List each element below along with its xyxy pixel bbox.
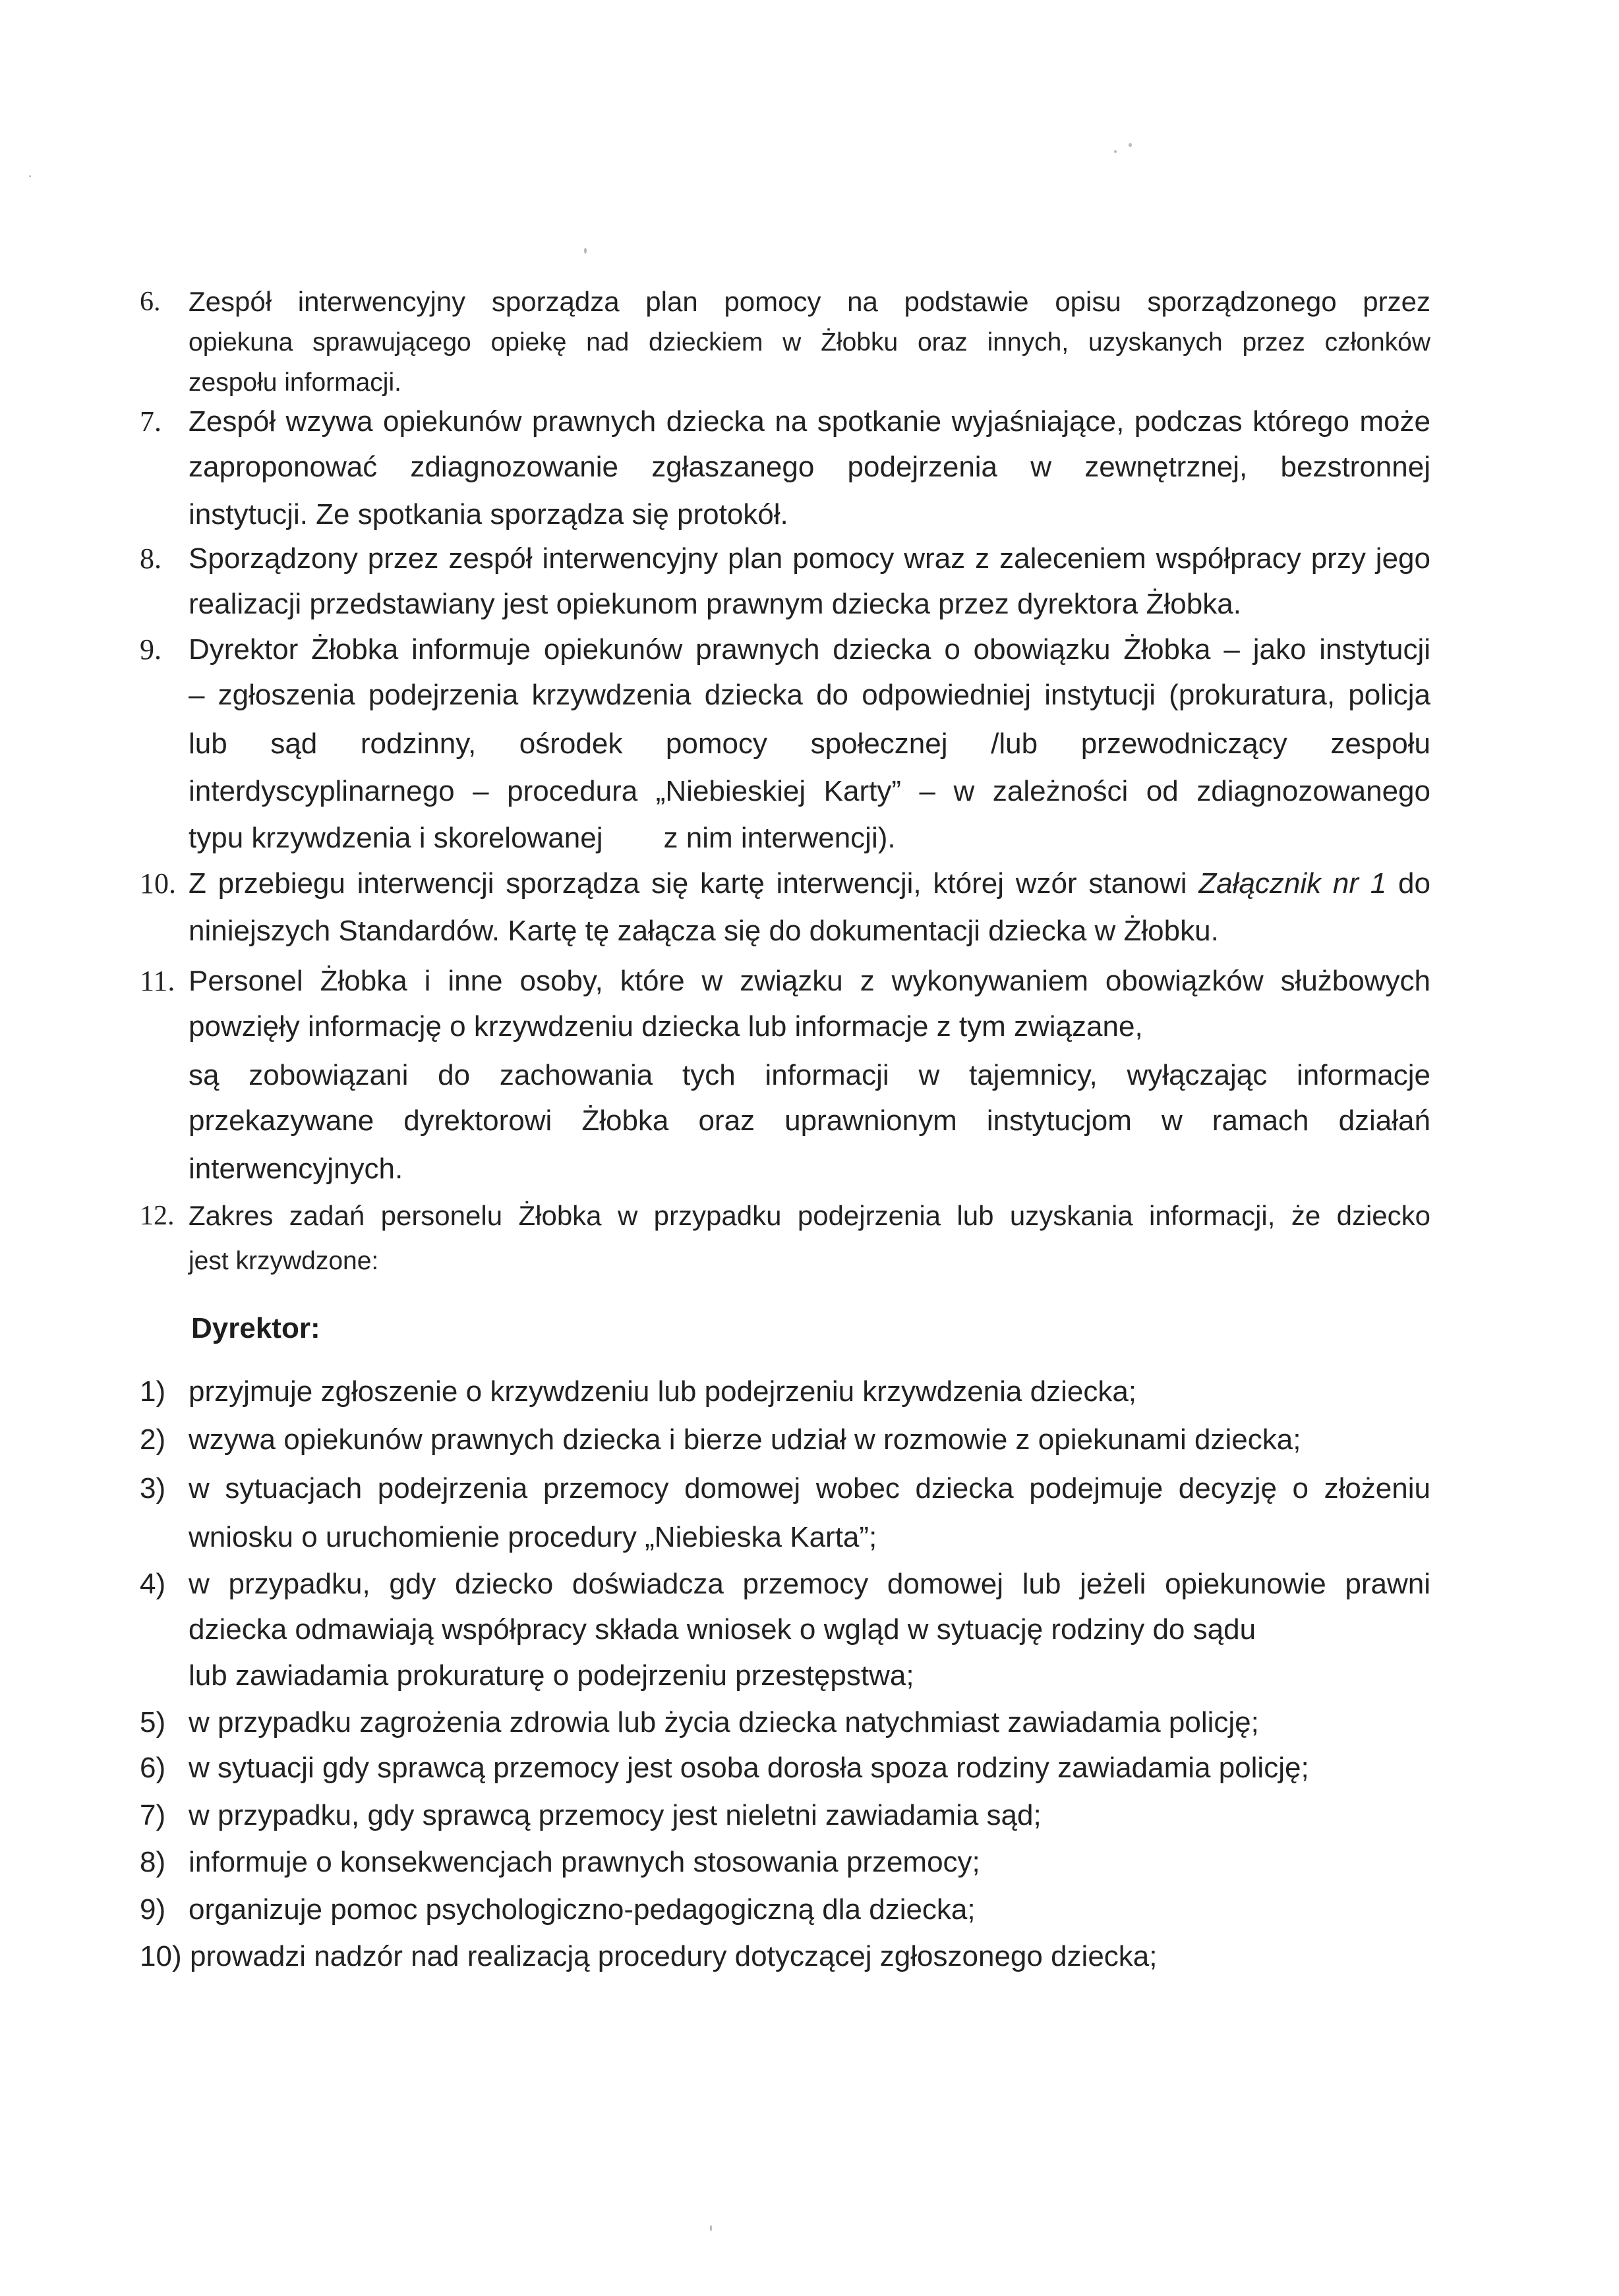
task-number: 7) bbox=[140, 1799, 166, 1831]
item-line bbox=[189, 861, 1430, 907]
task-number: 3) bbox=[140, 1472, 166, 1505]
item-line: Dyrektor Żłobka informuje opiekunów prawnych dziecka o obowiązku Żłobka – jako instytucji bbox=[189, 633, 1430, 666]
task-number: 5) bbox=[140, 1706, 166, 1738]
item-line: opiekuna sprawującego opiekę nad dzieckiem w Żłobku oraz innych, uzyskanych przez członków bbox=[189, 328, 1430, 357]
task-number: 8) bbox=[140, 1846, 166, 1878]
task-line: przyjmuje zgłoszenie o krzywdzeniu lub podejrzeniu krzywdzenia dziecka; bbox=[189, 1375, 1137, 1408]
item-number: 7. bbox=[140, 405, 162, 438]
item-line: realizacji przedstawiany jest opiekunom prawnym dziecka przez dyrektora Żłobka. bbox=[189, 588, 1241, 620]
task-line: w sytuacji gdy sprawcą przemocy jest osoba dorosła spoza rodziny zawiadamia policję; bbox=[189, 1752, 1309, 1784]
scan-speck bbox=[584, 248, 587, 254]
line-text: do bbox=[1398, 867, 1430, 900]
line-text: Z przebiegu interwencji sporządza się kartę interwencji, której wzór stanowi bbox=[189, 867, 1187, 900]
item-line: są zobowiązani do zachowania tych informacji w tajemnicy, wyłączając informacje bbox=[189, 1059, 1430, 1091]
item-line: interwencyjnych. bbox=[189, 1153, 403, 1185]
item-line: Personel Żłobka i inne osoby, które w związku z wykonywaniem obowiązków służbowych bbox=[189, 965, 1430, 997]
item-number: 8. bbox=[140, 542, 162, 575]
task-number: 4) bbox=[140, 1568, 166, 1600]
item-line: Zespół interwencyjny sporządza plan pomocy na podstawie opisu sporządzonego przez bbox=[189, 286, 1430, 317]
item-line: Zakres zadań personelu Żłobka w przypadku podejrzenia lub uzyskania informacji, że dziecko bbox=[189, 1200, 1430, 1231]
task-line: w przypadku, gdy dziecko doświadcza przemocy domowej lub jeżeli opiekunowie prawni bbox=[189, 1568, 1430, 1600]
task-line: w przypadku zagrożenia zdrowia lub życia dziecka natychmiast zawiadamia policję; bbox=[189, 1706, 1259, 1738]
task-line: informuje o konsekwencjach prawnych stosowania przemocy; bbox=[189, 1846, 980, 1878]
item-line: Sporządzony przez zespół interwencyjny plan pomocy wraz z zaleceniem współpracy przy jego bbox=[189, 542, 1430, 575]
task-number: 6) bbox=[140, 1752, 166, 1784]
item-line: Zespół wzywa opiekunów prawnych dziecka na spotkanie wyjaśniające, podczas którego może bbox=[189, 405, 1430, 438]
scan-speck bbox=[710, 2225, 712, 2231]
item-line: niniejszych Standardów. Kartę tę załącza się do dokumentacji dziecka w Żłobku. bbox=[189, 915, 1219, 947]
item-line: przekazywane dyrektorowi Żłobka oraz uprawnionym instytucjom w ramach działań bbox=[189, 1105, 1430, 1137]
item-line: powzięły informację o krzywdzeniu dziecka lub informacje z tym związane, bbox=[189, 1010, 1143, 1043]
item-line: lub sąd rodzinny, ośrodek pomocy społecznej /lub przewodniczący zespołu bbox=[189, 728, 1430, 760]
task-number: 2) bbox=[140, 1423, 166, 1456]
item-line: jest krzywdzone: bbox=[189, 1247, 379, 1275]
section-heading: Dyrektor: bbox=[191, 1312, 320, 1344]
item-number: 10. bbox=[140, 867, 176, 900]
task-line: dziecka odmawiają współpracy składa wniosek o wgląd w sytuację rodziny do sądu bbox=[189, 1613, 1256, 1646]
item-number: 6. bbox=[140, 287, 161, 317]
item-line bbox=[189, 815, 1430, 861]
item-line: zaproponować zdiagnozowanie zgłaszanego podejrzenia w zewnętrznej, bezstronnej bbox=[189, 451, 1430, 483]
task-line: prowadzi nadzór nad realizacją procedury dotyczącej zgłoszonego dziecka; bbox=[190, 1940, 1158, 1972]
item-number: 9. bbox=[140, 633, 162, 666]
scan-speck bbox=[29, 175, 31, 177]
scan-speck bbox=[1129, 143, 1132, 147]
task-line: w przypadku, gdy sprawcą przemocy jest nieletni zawiadamia sąd; bbox=[189, 1799, 1042, 1831]
item-number: 12. bbox=[140, 1201, 175, 1231]
task-line: organizuje pomoc psychologiczno-pedagogiczną dla dziecka; bbox=[189, 1893, 976, 1926]
item-number: 11. bbox=[140, 965, 175, 997]
task-number: 10) bbox=[140, 1940, 182, 1972]
task-number: 9) bbox=[140, 1893, 166, 1926]
scan-speck bbox=[1114, 150, 1117, 153]
task-line: wniosku o uruchomienie procedury „Niebieska Karta”; bbox=[189, 1521, 877, 1553]
task-line: lub zawiadamia prokuraturę o podejrzeniu przestępstwa; bbox=[189, 1659, 914, 1692]
task-line: wzywa opiekunów prawnych dziecka i bierze udział w rozmowie z opiekunami dziecka; bbox=[189, 1423, 1301, 1456]
item-line: interdyscyplinarnego – procedura „Niebieskiej Karty” – w zależności od zdiagnozowanego bbox=[189, 775, 1430, 807]
line-text: z nim interwencji). bbox=[663, 822, 896, 854]
line-text: typu krzywdzenia i skorelowanej bbox=[189, 822, 603, 854]
task-number: 1) bbox=[140, 1375, 166, 1408]
item-line: zespołu informacji. bbox=[189, 368, 401, 397]
task-line: w sytuacjach podejrzenia przemocy domowej wobec dziecka podejmuje decyzję o złożeniu bbox=[189, 1472, 1430, 1505]
item-line: – zgłoszenia podejrzenia krzywdzenia dziecka do odpowiedniej instytucji (prokuratura, policja bbox=[189, 679, 1430, 711]
attachment-reference: Załącznik nr 1 bbox=[1198, 867, 1387, 900]
item-line: instytucji. Ze spotkania sporządza się protokół. bbox=[189, 498, 788, 531]
